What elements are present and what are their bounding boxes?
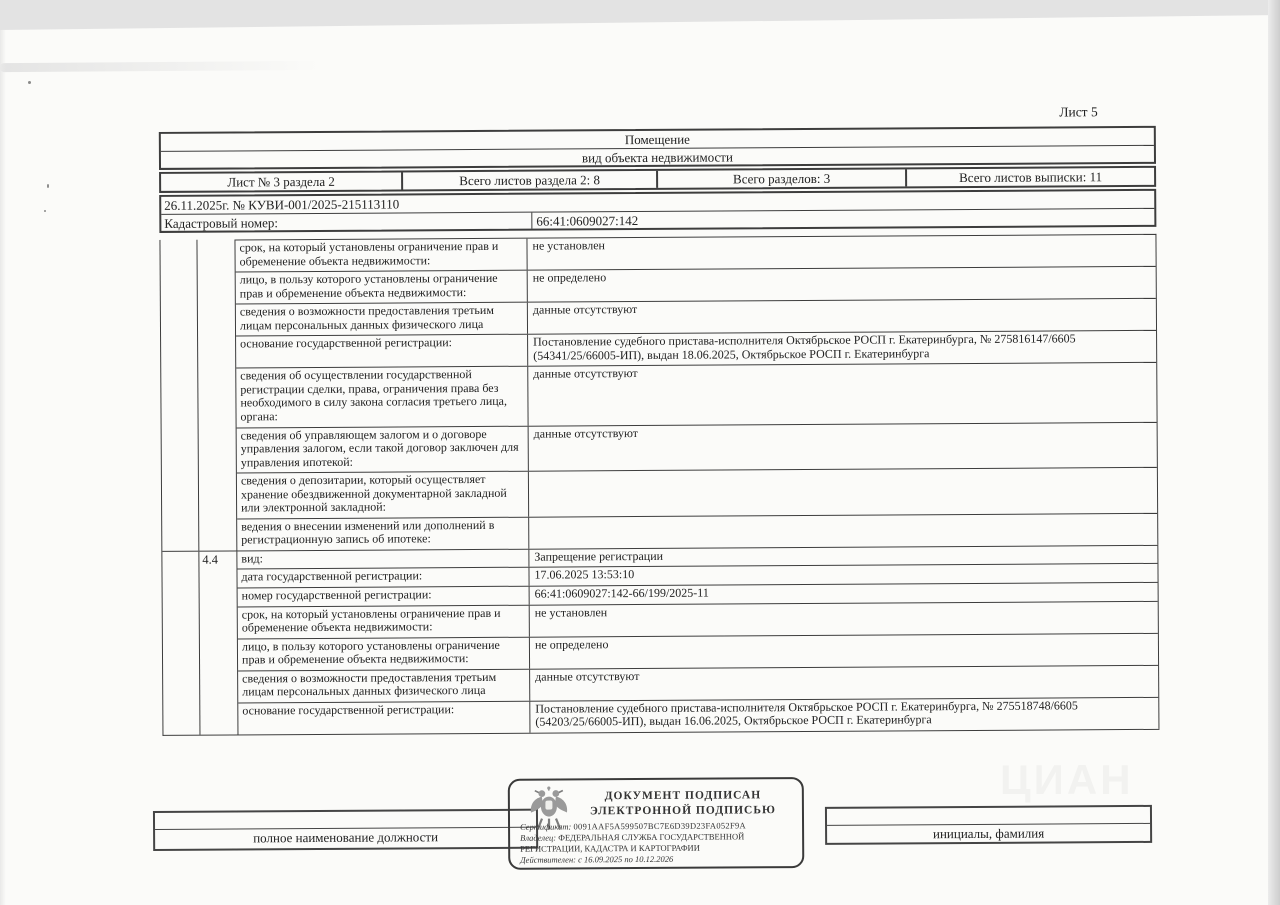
cadastral-number-value: 66:41:0609027:142 — [531, 209, 1154, 229]
request-info-box — [159, 189, 1156, 233]
record-continuation-group — [160, 234, 1158, 551]
meta-sheet-number: Лист № 3 раздела 2 — [227, 173, 335, 190]
table-row: лицо, в пользу которого установлены ограничение прав и обременение объекта недвижимости: не определено — [236, 266, 1156, 304]
signature-name-label: инициалы, фамилия — [932, 825, 1045, 842]
object-type-value: Помещение — [624, 131, 690, 148]
signature-name-box — [825, 805, 1152, 845]
sheet-number-label: Лист 5 — [1059, 104, 1098, 120]
meta-section-sheets: Всего листов раздела 2: 8 — [401, 171, 656, 190]
stamp-title: ДОКУМЕНТ ПОДПИСАН ЭЛЕКТРОННОЙ ПОДПИСЬЮ — [589, 789, 776, 818]
object-type-header — [159, 126, 1156, 170]
meta-extract-sheets: Всего листов выписки: 11 — [905, 168, 1154, 187]
table-row: дата государственной регистрации: 17.06.2025 13:53:10 — [237, 563, 1157, 587]
table-row: сведения об управляющем залогом и о договоре управления залогом, если такой договор заключен для управления ипотекой: данные отсутствуют — [237, 421, 1157, 472]
table-row: лицо, в пользу которого установлены ограничение прав и обременение объекта недвижимости: не определено — [238, 633, 1158, 671]
signature-position-label: полное наименование должности — [253, 829, 439, 846]
record-number-cell — [197, 239, 237, 550]
table-row: срок, на который установлены ограничение прав и обременение объекта недвижимости: не установлен — [238, 600, 1158, 638]
table-row: основание государственной регистрации: Постановление судебного пристава-исполнителя Октябрьское РОСП г. Екатеринбурга, № 275518748/6605 (54203/25/66005-ИП), выдан 16.06.2025, Октябрьское РОСП г. Екатеринбурга — [238, 697, 1158, 735]
scan-speck — [44, 210, 46, 212]
scan-speck — [28, 81, 31, 84]
stamp-details — [520, 820, 800, 866]
table-row: сведения о депозитарии, который осуществляет хранение обездвиженной документарной закладной или электронной закладной: — [237, 467, 1157, 518]
record-number-cell: 4.4 — [199, 551, 238, 734]
table-row: ведения о внесении изменений или дополнений в регистрационную запись об ипотеке: — [237, 513, 1157, 551]
stamp-certificate-line: Сертификат: 0091AAF5A599507BC7E6D39D23FA052F9A — [520, 820, 747, 832]
table-row: сведения о возможности предоставления третьим лицам персональных данных физического лица данные отсутствуют — [238, 665, 1158, 703]
stamp-validity-line: Действителен: с 16.09.2025 по 10.12.2026 — [520, 853, 674, 865]
gutter-column — [160, 240, 199, 551]
table-row: сведения о возможности предоставления третьим лицам персональных данных физического лица данные отсутствуют — [236, 298, 1156, 336]
table-row: номер государственной регистрации: 66:41:0609027:142-66/199/2025-11 — [238, 582, 1158, 606]
scan-edge-right — [1268, 0, 1280, 905]
signature-position-box — [153, 809, 538, 851]
cadastral-number-label: Кадастровый номер: — [164, 215, 279, 231]
request-number-line: 26.11.2025г. № КУВИ-001/2025-215113110 — [164, 196, 400, 213]
table-row: срок, на который установлены ограничение прав и обременение объекта недвижимости: не установлен — [235, 235, 1155, 272]
scan-edge-left — [0, 0, 6, 905]
object-type-caption: вид объекта недвижимости — [161, 145, 1154, 168]
table-row: вид: Запрещение регистрации — [237, 546, 1157, 569]
meta-sections-total: Всего разделов: 3 — [656, 169, 905, 188]
scan-speck — [47, 184, 49, 188]
table-row: основание государственной регистрации: Постановление судебного пристава-исполнителя Октябрьское РОСП г. Екатеринбурга, № 275816147/6605 (54341/25/66005-ИП), выдан 18.06.2025, Октябрьское РОСП г. Екатеринбурга — [236, 330, 1156, 368]
stamp-owner-line: Владелец: ФЕДЕРАЛЬНАЯ СЛУЖБА ГОСУДАРСТВЕННОЙ РЕГИСТРАЦИИ, КАДАСТРА И КАРТОГРАФИИ — [520, 831, 745, 854]
record-44-group — [162, 545, 1159, 735]
digital-signature-stamp — [508, 777, 805, 870]
restrictions-table — [159, 234, 1159, 736]
gutter-column — [162, 552, 200, 735]
signature-name-line — [827, 807, 1150, 826]
table-row: сведения об осуществлении государственной регистрации сделки, права, ограничения права без необходимого в силу закона согласия третьего лица, органа: данные отсутствуют — [236, 362, 1156, 427]
